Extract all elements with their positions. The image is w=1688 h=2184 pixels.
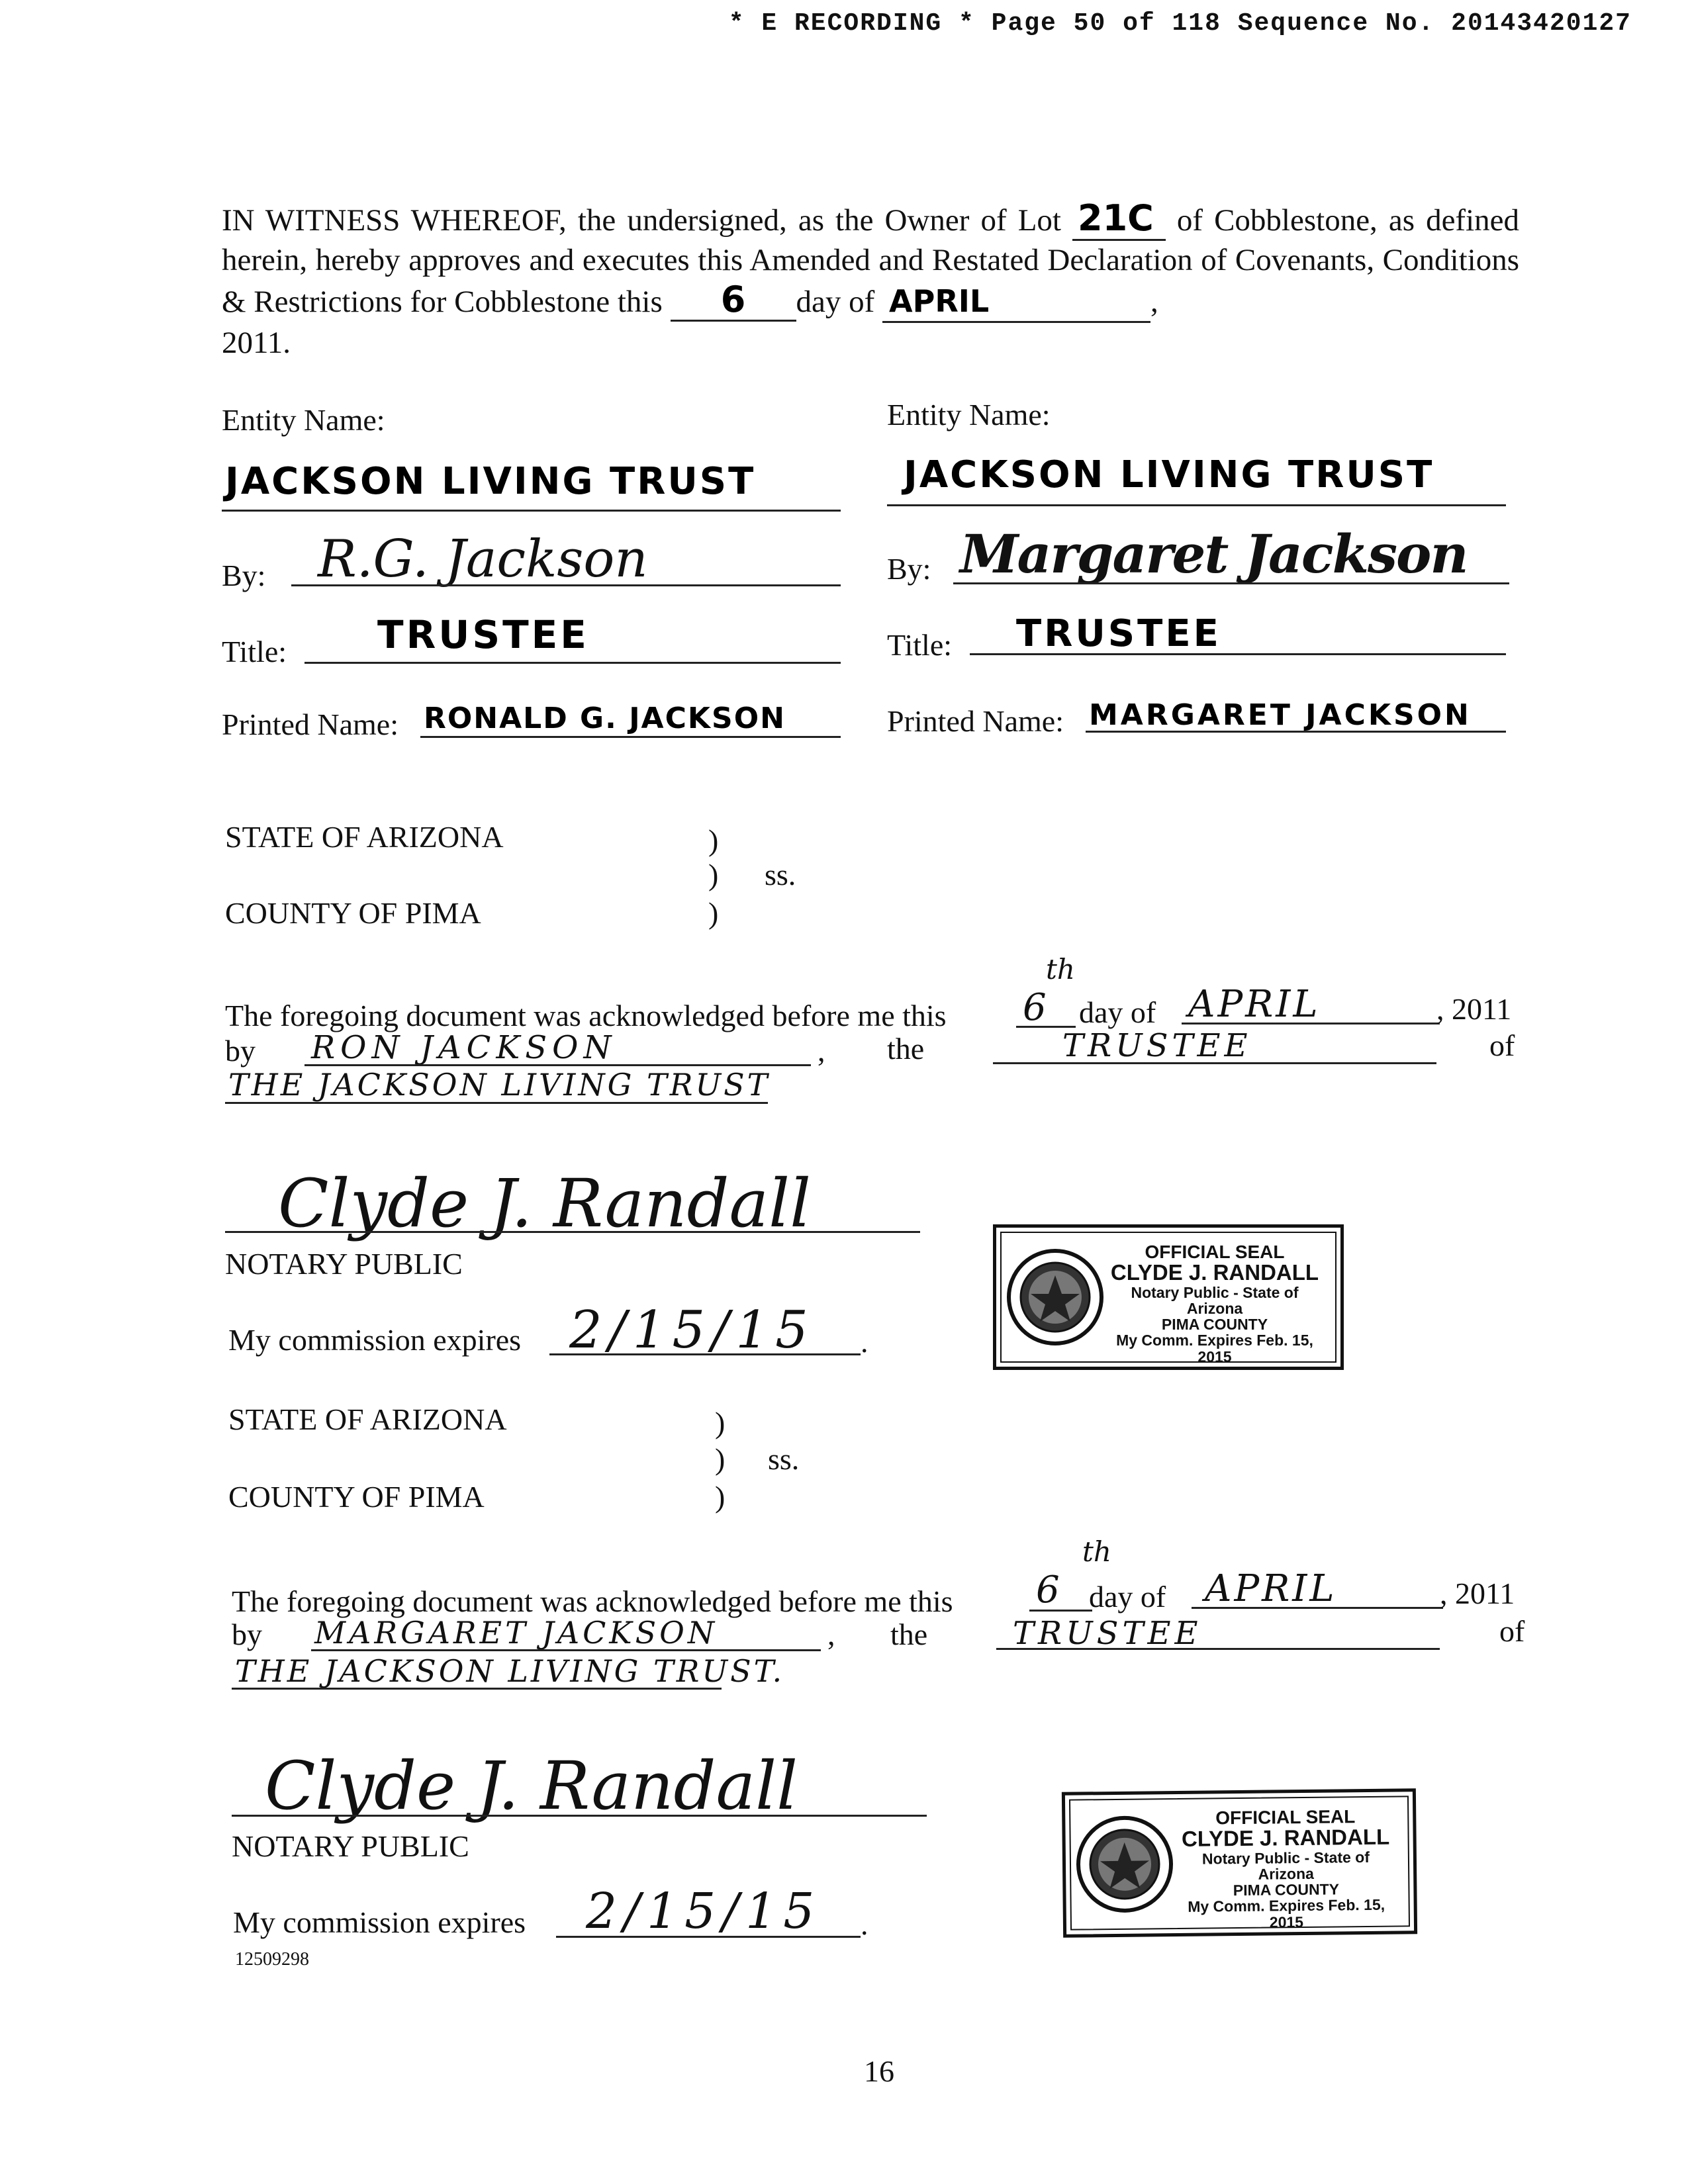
notary-1-seal-line-2: CLYDE J. RANDALL <box>1110 1260 1319 1285</box>
signer-1-by-label: By: <box>222 559 266 592</box>
witness-year: 2011. <box>222 326 291 360</box>
witness-comma: , <box>1150 285 1158 319</box>
notary-1-seal <box>993 1224 1344 1370</box>
notary-1-the-label: the <box>887 1032 925 1066</box>
notary-2-seal-line-1: OFFICIAL SEAL <box>1215 1806 1356 1829</box>
notary-2-the-label: the <box>890 1617 928 1651</box>
signer-2-printed-value: MARGARET JACKSON <box>1089 698 1472 732</box>
notary-2-day-line <box>1029 1610 1092 1612</box>
notary-1-entity-line <box>225 1102 768 1104</box>
page-number: 16 <box>864 2054 894 2088</box>
notary-2-seal-text <box>1174 1807 1397 1931</box>
signer-1-entity-label: Entity Name: <box>222 403 385 437</box>
lot-number: 21C <box>1072 197 1166 241</box>
witness-day: 6 <box>671 280 796 322</box>
signer-1-title-line <box>305 662 841 664</box>
notary-2-seal-line-2: CLYDE J. RANDALL <box>1181 1825 1390 1852</box>
notary-2-entity-line <box>232 1688 722 1690</box>
notary-2-seal-line-5: My Comm. Expires Feb. 15, 2015 <box>1188 1896 1385 1931</box>
signer-2-entity-label: Entity Name: <box>887 398 1051 432</box>
notary-1-capacity: TRUSTEE <box>1062 1027 1252 1064</box>
notary-1-seal-line-3: Notary Public - State of Arizona <box>1131 1284 1299 1318</box>
notary-2-seal <box>1062 1788 1417 1938</box>
notary-1-signature: Clyde J. Randall <box>278 1165 812 1242</box>
signer-2-title-line <box>970 653 1506 655</box>
arizona-seal-emblem-icon <box>1006 1248 1105 1347</box>
notary-1-by-value: RON JACKSON <box>311 1029 617 1066</box>
arizona-seal-emblem-icon <box>1074 1814 1175 1915</box>
notary-1-period: . <box>861 1325 868 1359</box>
notary-2-day: 6 <box>1036 1569 1060 1612</box>
notary-1-comma: , <box>818 1034 825 1068</box>
notary-1-paren-3: ) <box>708 896 719 930</box>
notary-1-entity: THE JACKSON LIVING TRUST <box>228 1067 771 1103</box>
signer-1-printed-value: RONALD G. JACKSON <box>424 702 786 735</box>
notary-2-state: STATE OF ARIZONA <box>228 1402 507 1436</box>
signer-1-printed-label: Printed Name: <box>222 707 399 741</box>
notary-1-year: , 2011 <box>1436 992 1512 1026</box>
notary-2-label: NOTARY PUBLIC <box>232 1829 469 1863</box>
witness-month: APRIL <box>882 281 1150 323</box>
signer-1-entity-value: JACKSON LIVING TRUST <box>225 460 756 503</box>
notary-1-by-label: by <box>225 1034 256 1068</box>
notary-1-state: STATE OF ARIZONA <box>225 820 504 854</box>
signer-2-printed-label: Printed Name: <box>887 704 1064 738</box>
signer-2-printed-line <box>1086 731 1506 733</box>
notary-1-expires-line <box>549 1353 861 1355</box>
notary-2-day-of: day of <box>1089 1580 1166 1614</box>
recording-header: * E RECORDING * Page 50 of 118 Sequence No. 20143420127 <box>728 9 1632 38</box>
notary-1-expires-label: My commission expires <box>228 1323 522 1357</box>
signer-1-by-line <box>291 584 841 586</box>
signer-2-entity-line <box>887 504 1506 506</box>
signer-2-by-label: By: <box>887 552 931 586</box>
notary-2-year: , 2011 <box>1440 1576 1515 1610</box>
notary-2-expires-label: My commission expires <box>233 1905 526 1939</box>
notary-1-seal-line-5: My Comm. Expires Feb. 15, 2015 <box>1116 1332 1313 1365</box>
notary-1-seal-line-4: PIMA COUNTY <box>1161 1316 1268 1334</box>
notary-1-signature-line <box>225 1231 920 1233</box>
notary-2-seal-line-4: PIMA COUNTY <box>1233 1880 1340 1899</box>
notary-2-entity: THE JACKSON LIVING TRUST. <box>235 1653 785 1689</box>
notary-2-of-label: of <box>1499 1614 1525 1648</box>
notary-1-paren-2: ) <box>708 858 719 891</box>
witness-text-1: IN WITNESS WHEREOF, the undersigned, as the Owner of Lot <box>222 203 1061 238</box>
notary-1-capacity-line <box>993 1062 1436 1064</box>
notary-2-month: APRIL <box>1205 1567 1337 1610</box>
notary-2-ss: ss. <box>768 1442 800 1476</box>
signer-1-title-value: TRUSTEE <box>377 612 589 657</box>
signer-2-signature: Margaret Jackson <box>960 523 1468 585</box>
notary-2-capacity-line <box>996 1648 1440 1650</box>
signer-1-signature: R.G. Jackson <box>318 529 648 589</box>
notary-2-county: COUNTY OF PIMA <box>228 1480 485 1514</box>
signer-2-title-label: Title: <box>887 628 953 662</box>
signer-2-by-line <box>953 582 1509 584</box>
notary-2-expires-line <box>556 1936 861 1938</box>
notary-2-paren-3: ) <box>715 1480 726 1514</box>
notary-1-day: 6 <box>1023 986 1047 1029</box>
notary-2-by-label: by <box>232 1617 262 1651</box>
notary-1-county: COUNTY OF PIMA <box>225 896 481 930</box>
notary-1-month-line <box>1182 1023 1440 1024</box>
notary-2-by-line <box>311 1649 821 1651</box>
notary-1-paren-1: ) <box>708 823 719 857</box>
notary-2-month-line <box>1192 1607 1443 1609</box>
notary-2-signature-line <box>232 1815 927 1817</box>
notary-1-ss: ss. <box>765 858 796 891</box>
notary-1-seal-line-1: OFFICIAL SEAL <box>1145 1242 1285 1262</box>
witness-paragraph <box>222 199 1519 363</box>
notary-2-paren-2: ) <box>715 1442 726 1476</box>
notary-1-by-line <box>305 1064 811 1066</box>
notary-2-signature: Clyde J. Randall <box>265 1747 798 1825</box>
notary-1-ack-text: The foregoing document was acknowledged before me this <box>225 999 947 1032</box>
notary-2-ack-text: The foregoing document was acknowledged before me this <box>232 1584 953 1618</box>
signer-1-title-label: Title: <box>222 635 287 668</box>
notary-1-expires-value: 2/15/15 <box>569 1300 815 1360</box>
signer-2-title-value: TRUSTEE <box>1016 612 1221 655</box>
notary-2-period: . <box>861 1907 868 1941</box>
notary-2-expires-value: 2/15/15 <box>586 1883 821 1940</box>
notary-2-by-value: MARGARET JACKSON <box>314 1615 718 1651</box>
notary-2-comma: , <box>827 1617 835 1651</box>
witness-text-3: day of <box>796 285 875 319</box>
notary-2-seal-line-3: Notary Public - State of Arizona <box>1201 1848 1370 1883</box>
notary-1-of-label: of <box>1489 1028 1515 1062</box>
notary-1-seal-text <box>1105 1242 1324 1365</box>
notary-1-day-suffix: th <box>1046 953 1075 985</box>
notary-1-label: NOTARY PUBLIC <box>225 1247 463 1281</box>
notary-2-capacity: TRUSTEE <box>1013 1615 1202 1652</box>
notary-2-paren-1: ) <box>715 1406 726 1439</box>
signer-2-entity-value: JACKSON LIVING TRUST <box>904 453 1434 496</box>
signer-1-entity-line <box>222 510 841 512</box>
notary-1-month: APRIL <box>1188 983 1321 1026</box>
notary-2-day-suffix: th <box>1082 1535 1111 1568</box>
notary-1-day-of: day of <box>1079 995 1156 1029</box>
witness-text-2: of Cobblestone, as defined herein, hereby approves and executes this Amended and Restated Declaration of Covenants, Conditions & Restrictions for Cobblestone this <box>222 203 1520 319</box>
signer-1-printed-line <box>420 736 841 738</box>
document-number: 12509298 <box>235 1949 309 1970</box>
